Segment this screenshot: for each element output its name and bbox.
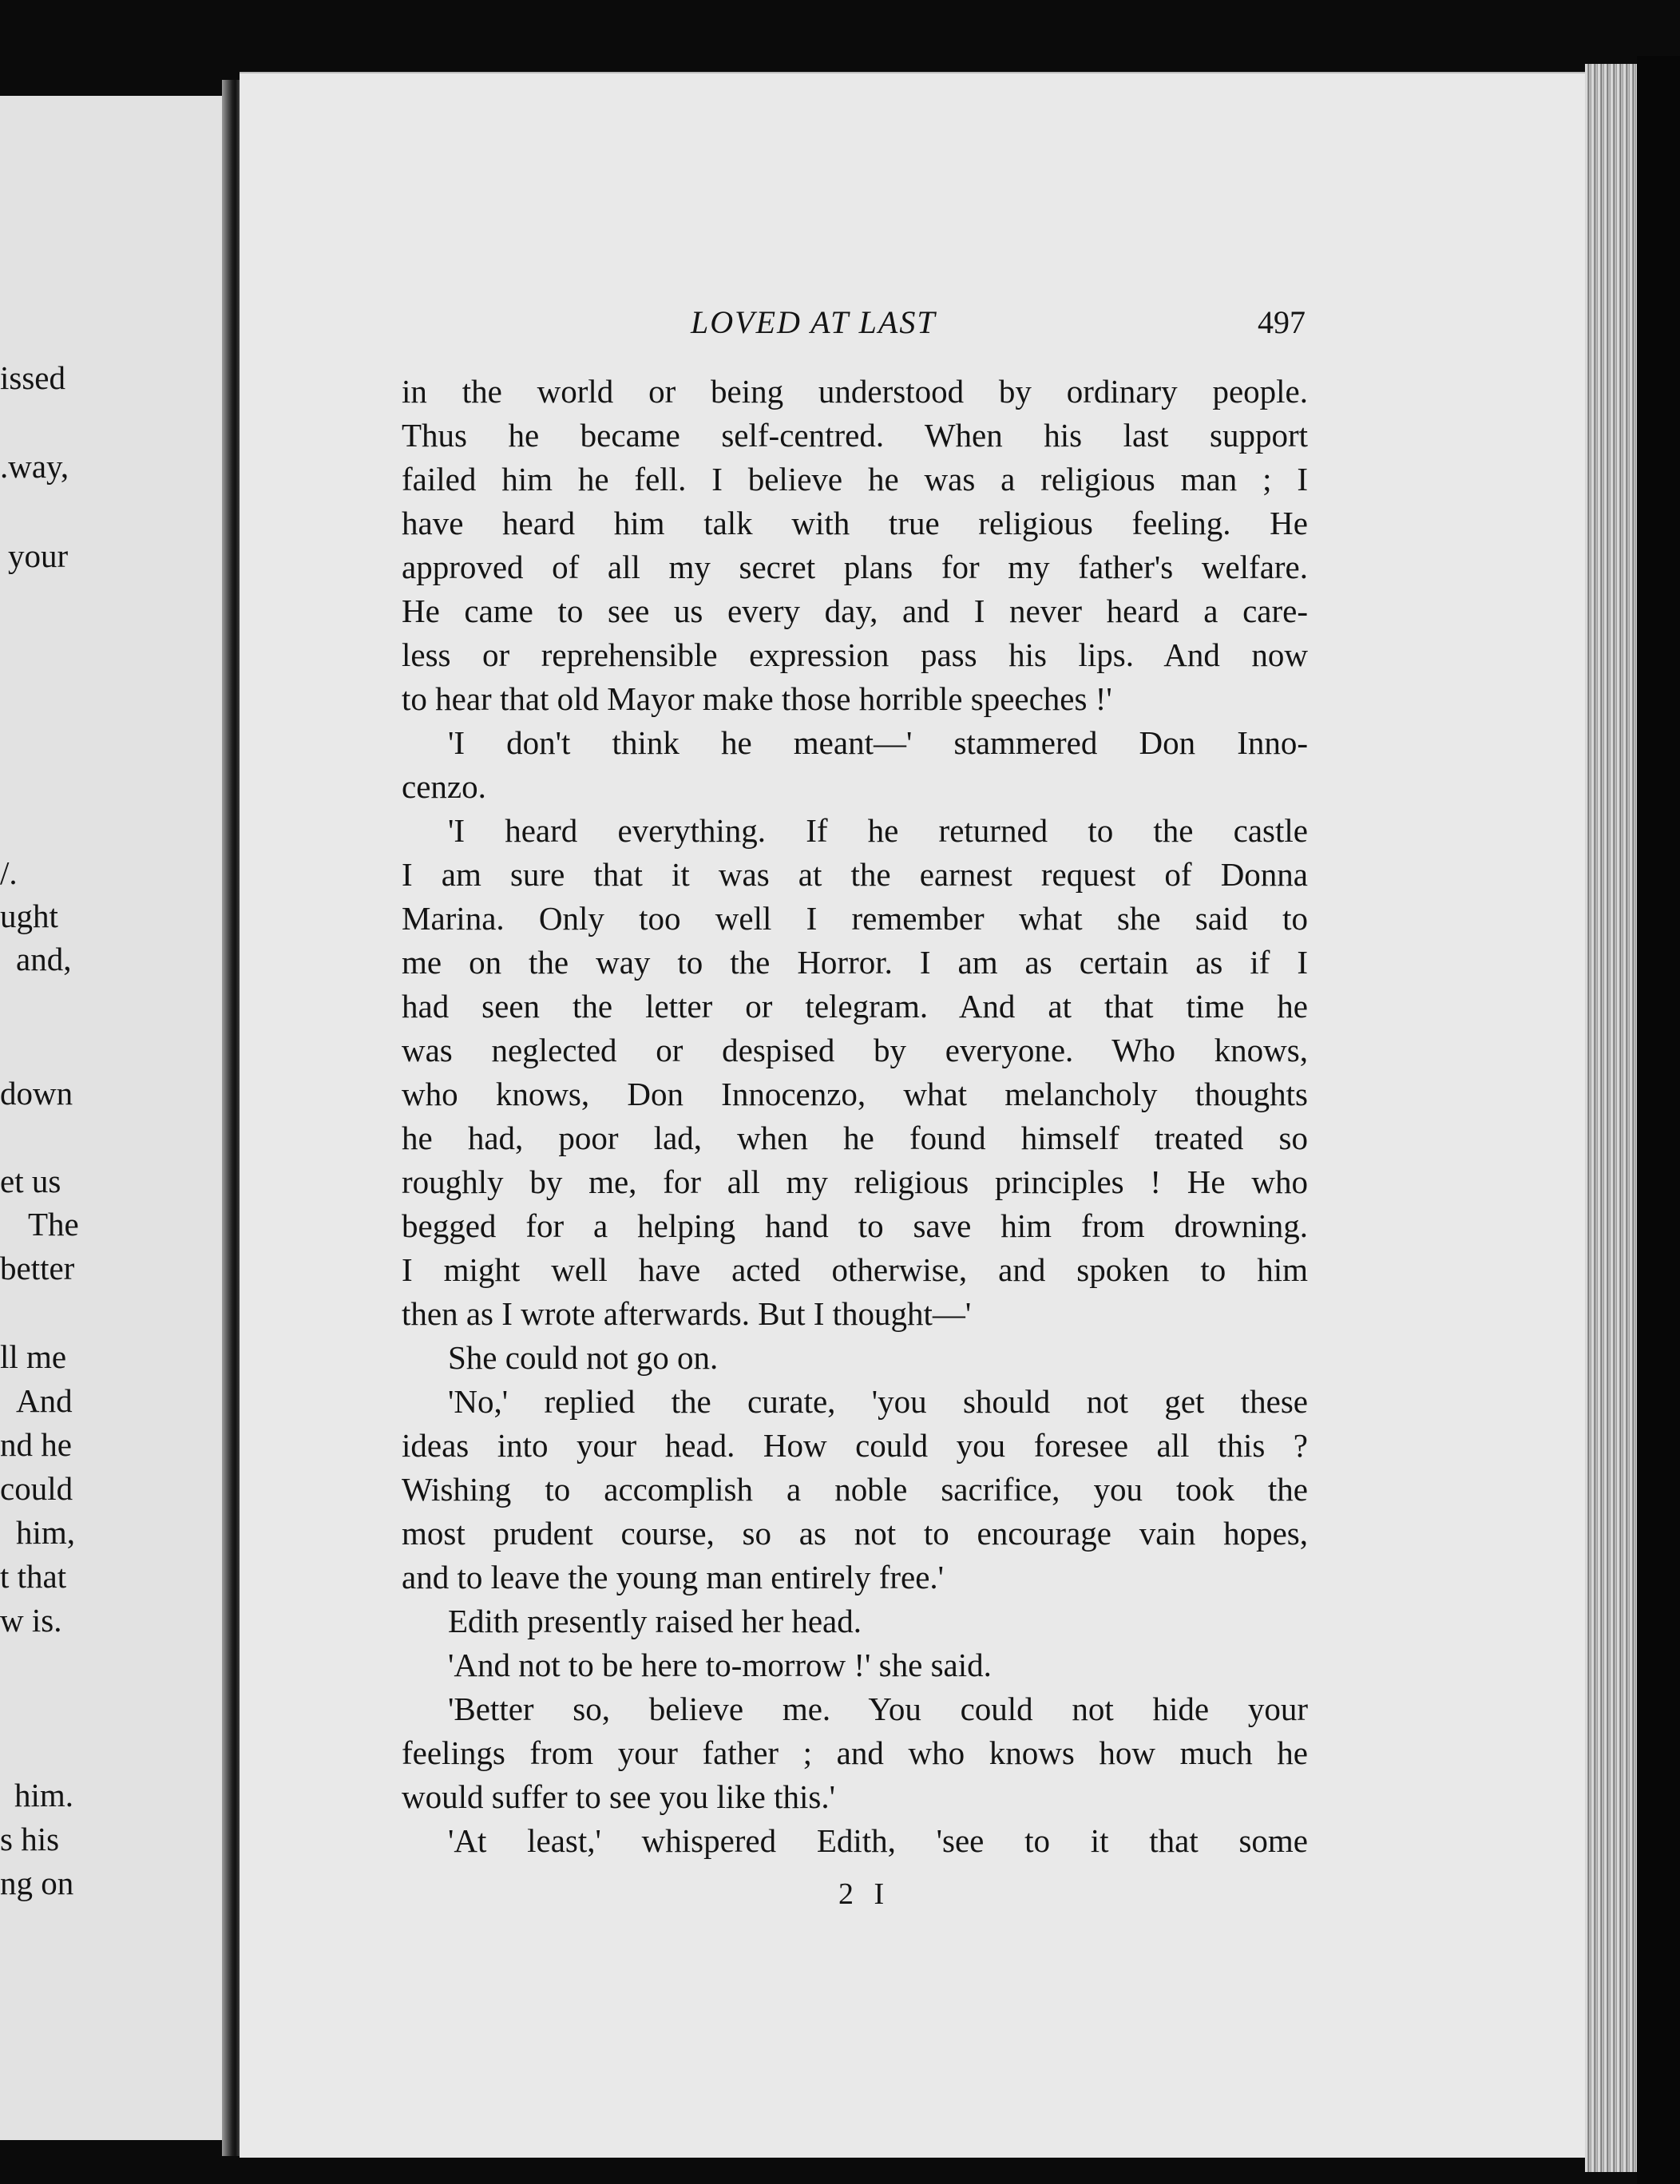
text-line: I might well have acted otherwise, and spoken to him: [402, 1251, 1308, 1288]
text-line: have heard him talk with true religious feeling. He: [402, 505, 1308, 541]
fragment-text: and,: [16, 941, 72, 977]
text-line: was neglected or despised by everyone. Who knows,: [402, 1032, 1308, 1068]
signature-mark: 2 I: [838, 1877, 891, 1911]
fragment-text: s his: [0, 1821, 60, 1857]
text-line: begged for a helping hand to save him from drowning.: [402, 1207, 1308, 1244]
text-line: Wishing to accomplish a noble sacrifice, you took the: [402, 1471, 1308, 1508]
text-line: 'I don't think he meant—' stammered Don Inno-: [448, 724, 1308, 761]
fragment-text: ll me: [0, 1338, 67, 1375]
text-line: in the world or being understood by ordinary people.: [402, 373, 1308, 410]
text-line: She could not go on.: [448, 1339, 719, 1376]
fragment-text: ught: [0, 898, 58, 934]
fragment-text: better: [0, 1250, 75, 1286]
text-line: failed him he fell. I believe he was a religious man ; I: [402, 461, 1308, 497]
fragment-text: your: [8, 537, 69, 574]
fragment-text: /.: [0, 854, 18, 891]
text-line: roughly by me, for all my religious principles ! He who: [402, 1163, 1308, 1200]
page-number: 497: [1258, 304, 1306, 340]
fragment-text: issed: [0, 359, 65, 396]
text-line: less or reprehensible expression pass his lips. And now: [402, 636, 1308, 673]
page-edges: [1585, 64, 1641, 2172]
fragment-text: .way,: [0, 448, 69, 485]
text-line: feelings from your father ; and who knows how much he: [402, 1734, 1308, 1771]
text-line: ideas into your head. How could you foresee all this ?: [402, 1427, 1308, 1464]
text-line: and to leave the young man entirely free.': [402, 1559, 945, 1595]
text-line: 'No,' replied the curate, 'you should not get these: [448, 1383, 1308, 1420]
text-line: Edith presently raised her head.: [448, 1603, 862, 1639]
text-line: I am sure that it was at the earnest request of Donna: [402, 856, 1308, 893]
fragment-text: down: [0, 1075, 73, 1112]
text-line: 'And not to be here to-morrow !' she said.: [448, 1647, 992, 1683]
fragment-text: And: [16, 1382, 73, 1419]
text-line: approved of all my secret plans for my father's welfare.: [402, 549, 1308, 585]
text-line: would suffer to see you like this.': [402, 1778, 835, 1815]
text-line: he had, poor lad, when he found himself treated so: [402, 1120, 1308, 1156]
text-line: cenzo.: [402, 768, 486, 805]
page-body: [402, 370, 1308, 1863]
text-line: Marina. Only too well I remember what she said to: [402, 900, 1308, 937]
running-title: LOVED AT LAST: [691, 304, 937, 340]
text-line: me on the way to the Horror. I am as certain as if I: [402, 944, 1308, 981]
fragment-text: him,: [16, 1514, 76, 1551]
previous-page-fragment: [0, 96, 228, 2140]
text-line: 'Better so, believe me. You could not hide your: [448, 1691, 1308, 1727]
text-line: then as I wrote afterwards. But I thought—': [402, 1295, 972, 1332]
fragment-text: ng on: [0, 1865, 74, 1901]
fragment-text: et us: [0, 1163, 61, 1199]
text-line: 'I heard everything. If he returned to the castle: [448, 812, 1308, 849]
text-line: Thus he became self-centred. When his last support: [402, 417, 1308, 454]
text-line: had seen the letter or telegram. And at that time he: [402, 988, 1308, 1025]
fragment-text: w is.: [0, 1602, 62, 1639]
text-line: who knows, Don Innocenzo, what melancholy thoughts: [402, 1076, 1308, 1112]
fragment-text: The: [28, 1206, 79, 1243]
text-line: He came to see us every day, and I never heard a care-: [402, 593, 1308, 629]
page-header: [399, 303, 1306, 351]
fragment-text: nd he: [0, 1426, 72, 1463]
text-line: to hear that old Mayor make those horrible speeches !': [402, 680, 1112, 717]
text-line: most prudent course, so as not to encourage vain hopes,: [402, 1515, 1308, 1552]
background-edge: [1637, 56, 1680, 2184]
fragment-text: him.: [14, 1777, 74, 1813]
text-line: 'At least,' whispered Edith, 'see to it that some: [448, 1822, 1308, 1859]
fragment-text: t that: [0, 1558, 67, 1595]
fragment-text: could: [0, 1470, 73, 1507]
